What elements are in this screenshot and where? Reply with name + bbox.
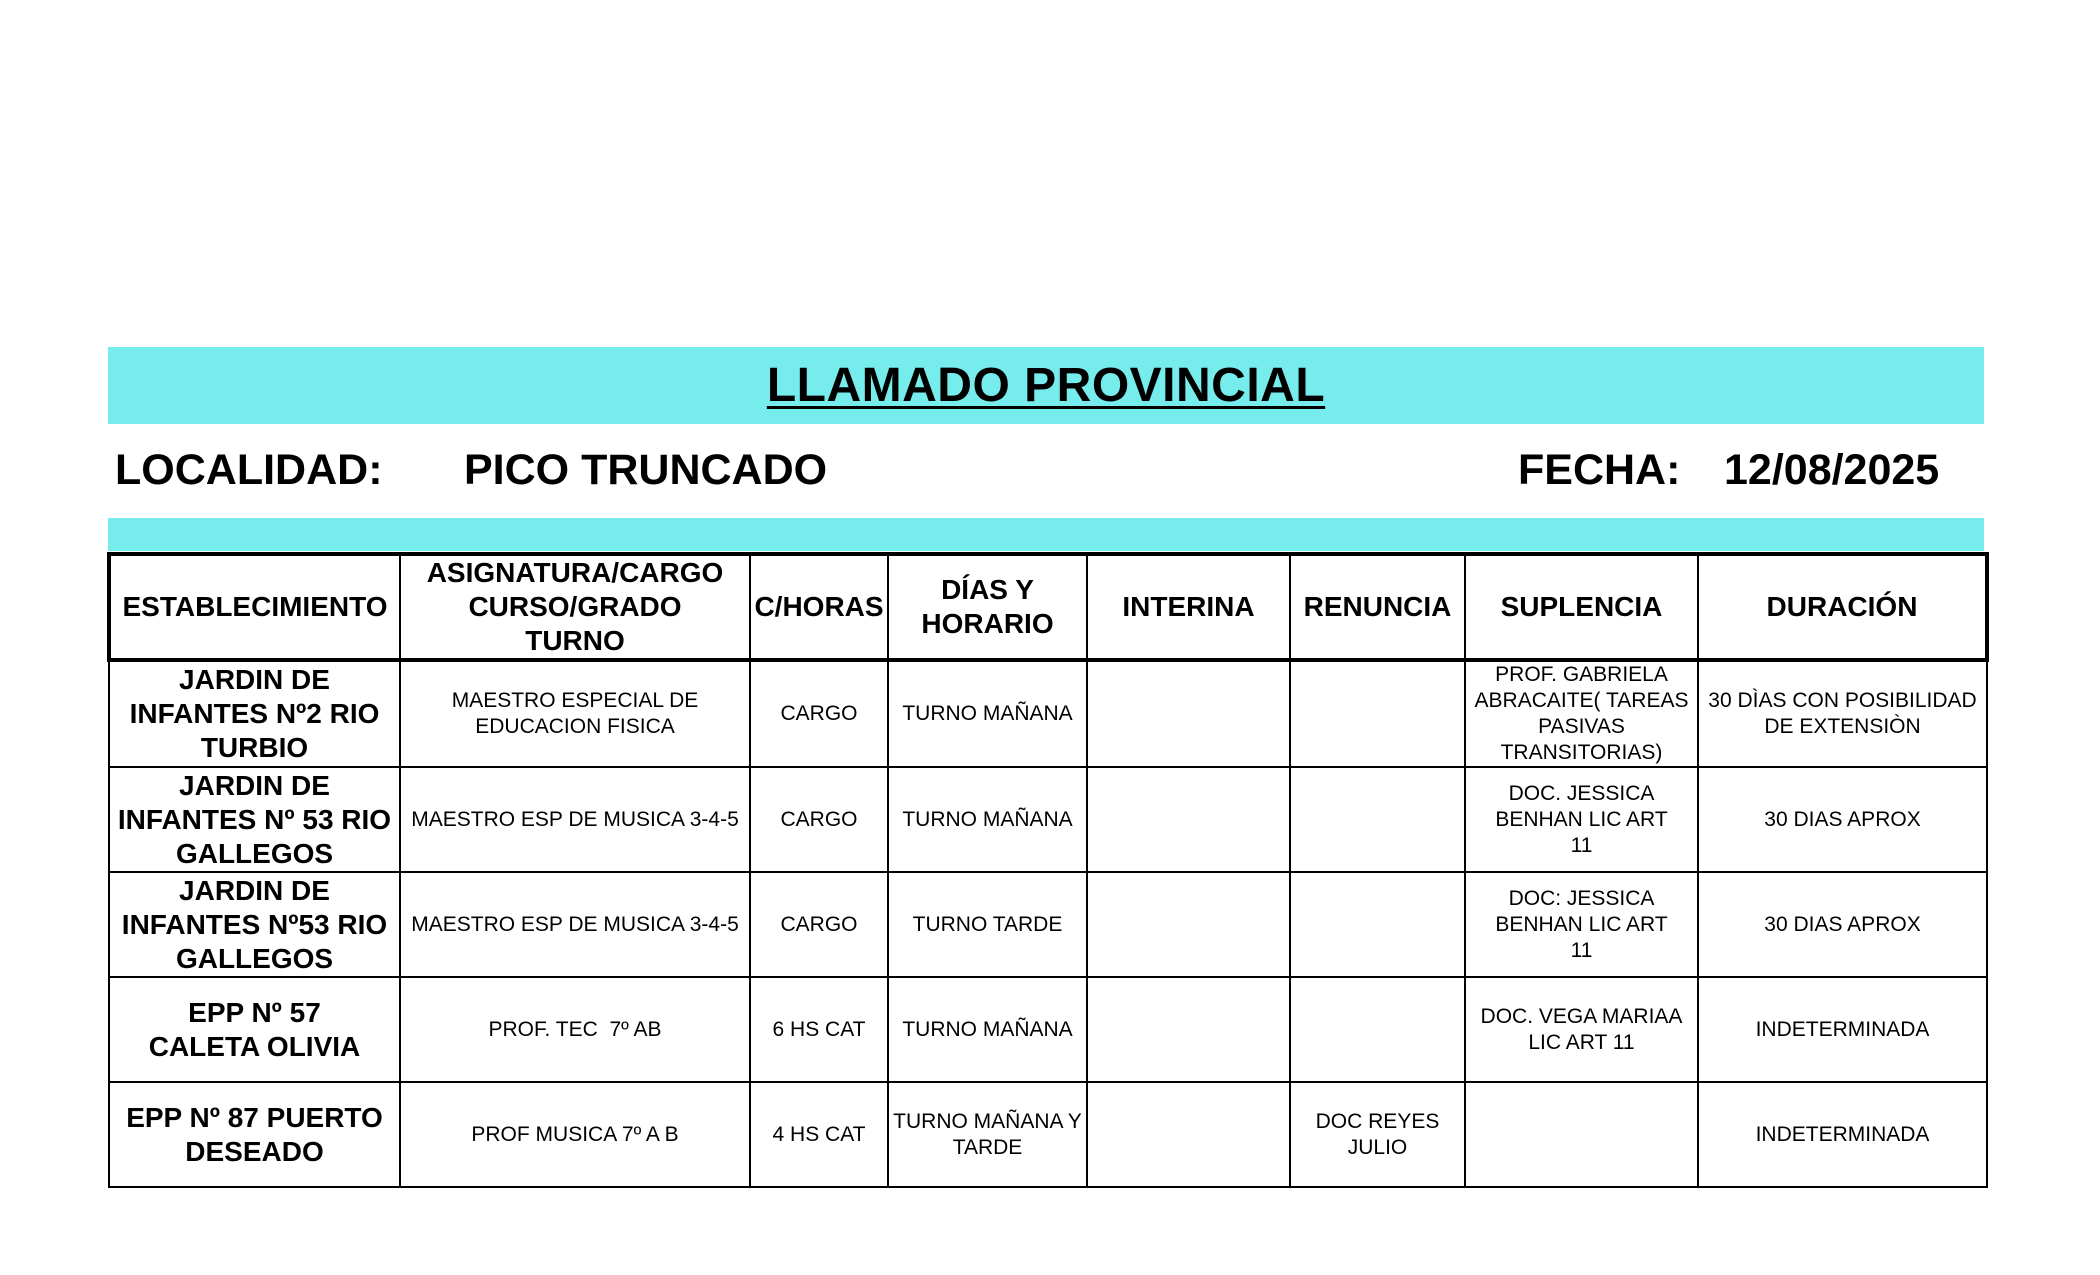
cell-asignatura: PROF. TEC 7º AB	[400, 977, 750, 1082]
header-establecimiento: ESTABLECIMIENTO	[109, 554, 400, 660]
cell-renuncia	[1290, 872, 1465, 977]
header-interina: INTERINA	[1087, 554, 1290, 660]
cell-interina	[1087, 977, 1290, 1082]
title-band	[108, 347, 1984, 424]
cell-duracion: 30 DÌAS CON POSIBILIDAD DE EXTENSIÒN	[1698, 660, 1987, 767]
cell-suplencia: DOC. JESSICA BENHAN LIC ART 11	[1465, 767, 1698, 872]
table-row	[109, 977, 1987, 1082]
cell-interina	[1087, 660, 1290, 767]
cell-dias-horario: TURNO MAÑANA	[888, 660, 1087, 767]
header-renuncia: RENUNCIA	[1290, 554, 1465, 660]
cell-dias-horario: TURNO MAÑANA	[888, 977, 1087, 1082]
cell-establecimiento: JARDIN DE INFANTES Nº53 RIO GALLEGOS	[109, 872, 400, 977]
cell-interina	[1087, 872, 1290, 977]
table-row	[109, 767, 1987, 872]
table-row	[109, 660, 1987, 767]
cell-suplencia: PROF. GABRIELA ABRACAITE( TAREAS PASIVAS TRANSITORIAS)	[1465, 660, 1698, 767]
fecha-value: 12/08/2025	[1724, 446, 1940, 494]
cell-asignatura: MAESTRO ESP DE MUSICA 3-4-5	[400, 767, 750, 872]
sub-band	[108, 518, 1984, 551]
fecha-label: FECHA:	[1518, 446, 1681, 494]
cell-duracion: 30 DIAS APROX	[1698, 872, 1987, 977]
cell-interina	[1087, 767, 1290, 872]
page-title: LLAMADO PROVINCIAL	[766, 359, 1326, 412]
table-row	[109, 872, 1987, 977]
cell-asignatura: PROF MUSICA 7º A B	[400, 1082, 750, 1187]
cell-renuncia	[1290, 660, 1465, 767]
vacancies-table	[107, 552, 1989, 1188]
cell-establecimiento: EPP Nº 57 CALETA OLIVIA	[109, 977, 400, 1082]
cell-duracion: INDETERMINADA	[1698, 977, 1987, 1082]
cell-dias-horario: TURNO MAÑANA Y TARDE	[888, 1082, 1087, 1187]
cell-dias-horario: TURNO TARDE	[888, 872, 1087, 977]
cell-horas: CARGO	[750, 767, 888, 872]
cell-renuncia	[1290, 767, 1465, 872]
cell-horas: 4 HS CAT	[750, 1082, 888, 1187]
cell-duracion: INDETERMINADA	[1698, 1082, 1987, 1187]
cell-horas: 6 HS CAT	[750, 977, 888, 1082]
header-asignatura: ASIGNATURA/CARGO CURSO/GRADO TURNO	[400, 554, 750, 660]
cell-establecimiento: EPP Nº 87 PUERTO DESEADO	[109, 1082, 400, 1187]
cell-horas: CARGO	[750, 660, 888, 767]
table-row	[109, 1082, 1987, 1187]
header-duracion: DURACIÓN	[1698, 554, 1987, 660]
cell-suplencia	[1465, 1082, 1698, 1187]
info-row	[108, 440, 1984, 502]
header-dias-horario: DÍAS Y HORARIO	[888, 554, 1087, 660]
cell-establecimiento: JARDIN DE INFANTES Nº2 RIO TURBIO	[109, 660, 400, 767]
cell-duracion: 30 DIAS APROX	[1698, 767, 1987, 872]
header-horas: C/HORAS	[750, 554, 888, 660]
cell-asignatura: MAESTRO ESP DE MUSICA 3-4-5	[400, 872, 750, 977]
cell-horas: CARGO	[750, 872, 888, 977]
cell-establecimiento: JARDIN DE INFANTES Nº 53 RIO GALLEGOS	[109, 767, 400, 872]
cell-suplencia: DOC: JESSICA BENHAN LIC ART 11	[1465, 872, 1698, 977]
cell-dias-horario: TURNO MAÑANA	[888, 767, 1087, 872]
localidad-label: LOCALIDAD:	[115, 446, 383, 494]
localidad-value: PICO TRUNCADO	[464, 446, 828, 494]
cell-renuncia: DOC REYES JULIO	[1290, 1082, 1465, 1187]
cell-asignatura: MAESTRO ESPECIAL DE EDUCACION FISICA	[400, 660, 750, 767]
cell-renuncia	[1290, 977, 1465, 1082]
table-header-row	[109, 554, 1987, 660]
cell-interina	[1087, 1082, 1290, 1187]
cell-suplencia: DOC. VEGA MARIAA LIC ART 11	[1465, 977, 1698, 1082]
header-suplencia: SUPLENCIA	[1465, 554, 1698, 660]
